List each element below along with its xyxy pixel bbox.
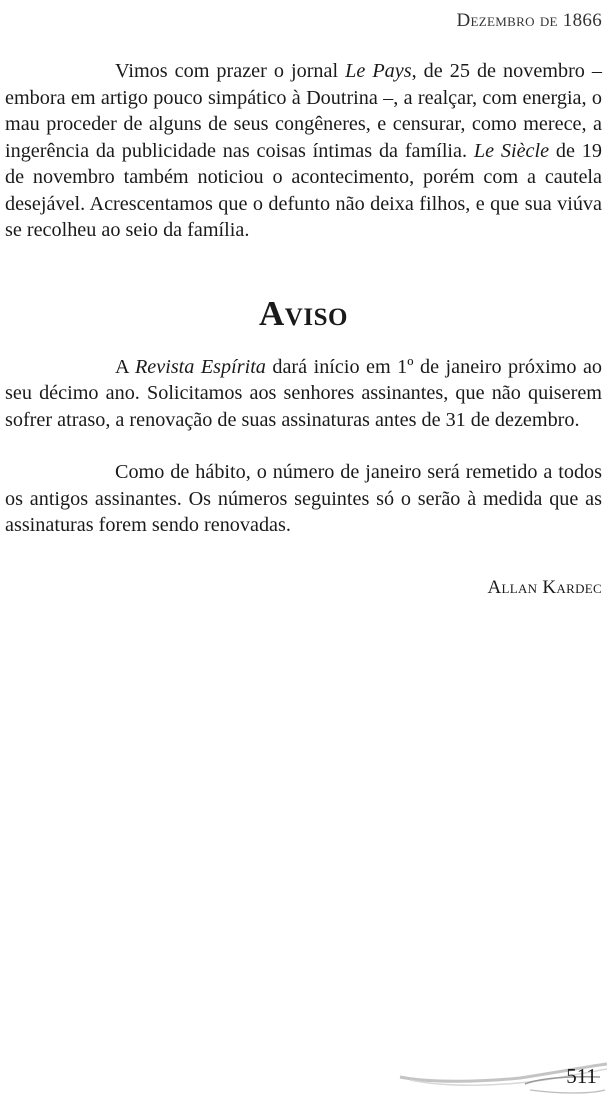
section-title: Aviso — [259, 293, 348, 333]
paragraph-text: de 19 de novembro também noticiou o acontecimento, porém com a cautela desejável. Acrescentamos que o defunto não deixa filhos, e que sua viúva se recolheu ao seio da família. — [5, 139, 602, 241]
footer-swoosh-ornament — [0, 1050, 607, 1100]
newspaper-title: Le Siècle — [473, 139, 550, 162]
page-footer — [0, 1050, 607, 1100]
paragraph-text: dará início em 1º de janeiro próximo ao seu décimo ano. Solicitamos aos senhores assinantes, que não quiserem sofrer atraso, a renovação de suas assinaturas antes de 31 de dezembro. — [5, 355, 602, 431]
author-signature: Allan Kardec — [487, 576, 602, 598]
paragraph-text: Como de hábito, o número de janeiro será remetido a todos os antigos assinantes. Os números seguintes só o serão à medida que as assinaturas forem sendo renovadas. — [5, 461, 602, 536]
page-body — [5, 58, 602, 599]
running-header: Dezembro de 1866 — [456, 10, 602, 31]
paragraph-text: , de 25 de novembro – embora em artigo pouco simpático à Doutrina –, a realçar, com energia, o mau proceder de alguns de seus congêneres, e censurar, como merece, a ingerência da publicidade nas coisas íntimas da família. — [5, 60, 603, 162]
page-number: 511 — [566, 1064, 597, 1088]
paragraph-janeiro — [5, 459, 602, 539]
newspaper-title: Le Pays — [345, 60, 412, 82]
paragraph-text: A — [115, 355, 135, 378]
paragraph-le-pays — [5, 58, 602, 244]
paragraph-text: Vimos com prazer o jornal — [115, 60, 346, 82]
paragraph-spacer — [5, 433, 602, 459]
publication-title: Revista Espírita — [134, 355, 266, 378]
paragraph-revista — [5, 354, 602, 434]
